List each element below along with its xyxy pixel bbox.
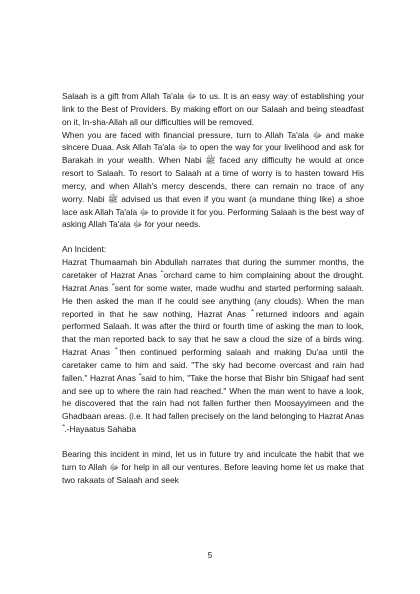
paragraph-spacer (62, 436, 364, 448)
paragraph-bearing-incident: Bearing this incident in mind, let us in future try and inculcate the habit that we turn to Allah ﷻ for help in all our ventures. Before leaving home let us make that two rakaats of Salaah and seek (62, 448, 364, 485)
page-number: 5 (207, 551, 213, 560)
paragraph-incident: Hazrat Thumaamah bin Abdullah narrates that during the summer months, the caretaker of Hazrat Anas ؓ orchard came to him complaining about the drought. Hazrat Anas ؓ sent for some water, made wudhu and started performing salaah. He then asked the man if he could see anything (any clouds). When the man reported in that he saw nothing, Hazrat Anas ؓ returned indoors and again performed Salaah. It was after the third or fourth time of asking the man to look, that the man reported back to say that he saw a cloud the size of a birds wing. Hazrat Anas ؓ then continued performing salaah and making Du'aa until the caretaker came to him and said. "The sky had become overcast and rain had fallen." Hazrat Anas ؓ said to him, "Take the horse that Bishr bin Shigaaf had sent and see up to where the rain had reached." When the man went to have a look, he discovered that the rain had not fallen further then Moosayyimeen and the Ghadbaan areas. (i.e. It had fallen precisely on the land belonging to Hazrat Anas ؓ .-Hayaatus Sahaba (62, 257, 364, 435)
paragraph-spacer (62, 231, 364, 243)
paragraph-financial-pressure: When you are faced with financial pressure, turn to Allah Ta'ala ﷻ and make sincere Duaa. Ask Allah Ta'ala ﷻ to open the way for your livelihood and ask for Barakah in your wealth. When Nabi ﷺ faced any difficulty he would at once resort to Salaah. To resort to Salaah at a time of worry is to hasten toward His mercy, and when Allah's mercy descends, there can remain no trace of any worry. Nabi ﷺ advised us that even if you want (a mundane thing like) a shoe lace ask Allah Ta'ala ﷻ to provide it for you. Performing Salaah is the best way of asking Allah Ta'ala ﷻ for your needs. (62, 129, 365, 230)
incident-heading: An Incident: (62, 244, 107, 255)
paragraph-salaah-gift: Salaah is a gift from Allah Ta'ala ﷻ to us. It is an easy way of establishing your link to the Best of Providers. By making effort on our Salaah and being steadfast on it, In-sha-Allah all our difficulties will be removed. (62, 91, 364, 127)
body-text (62, 90, 364, 486)
